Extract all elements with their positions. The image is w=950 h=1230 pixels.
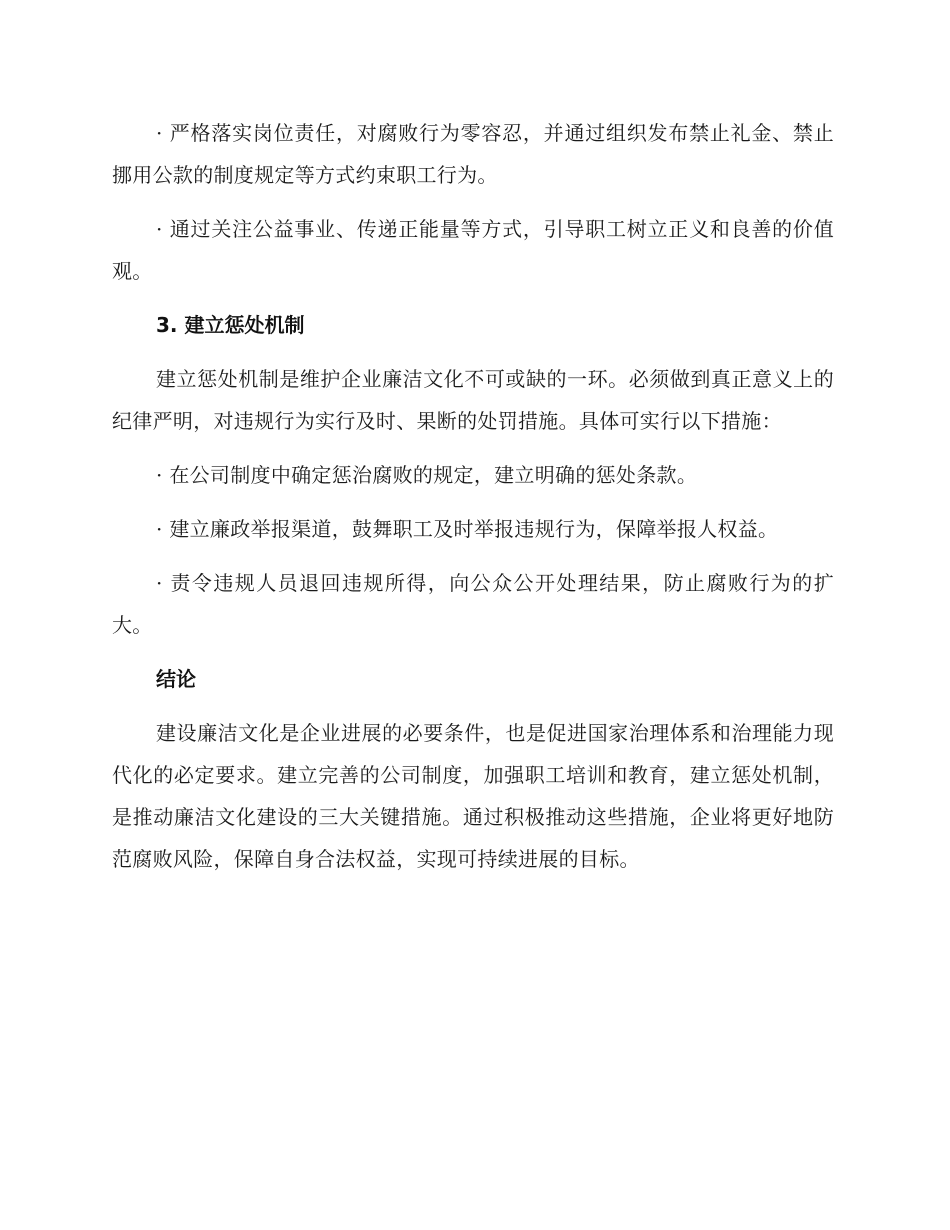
bullet-paragraph: · 责令违规人员退回违规所得，向公众公开处理结果，防止腐败行为的扩大。 [112, 571, 834, 637]
bullet-paragraph: · 通过关注公益事业、传递正能量等方式，引导职工树立正义和良善的价值观。 [112, 217, 834, 283]
bullet-paragraph: · 严格落实岗位责任，对腐败行为零容忍，并通过组织发布禁止礼金、禁止挪用公款的制度规定等方式约束职工行为。 [112, 121, 834, 187]
conclusion-heading: 结论 [156, 667, 196, 691]
conclusion-paragraph: 建设廉洁文化是企业进展的必要条件，也是促进国家治理体系和治理能力现代化的必定要求。建立完善的公司制度，加强职工培训和教育，建立惩处机制，是推动廉洁文化建设的三大关键措施。通过积极推动这些措施，企业将更好地防范腐败风险，保障自身合法权益，实现可持续进展的目标。 [112, 721, 834, 871]
bullet-paragraph: · 建立廉政举报渠道，鼓舞职工及时举报违规行为，保障举报人权益。 [156, 517, 779, 541]
document-body [112, 112, 834, 892]
bullet-paragraph: · 在公司制度中确定惩治腐败的规定，建立明确的惩处条款。 [156, 463, 698, 487]
section-heading: 3. 建立惩处机制 [156, 313, 305, 337]
body-paragraph: 建立惩处机制是维护企业廉洁文化不可或缺的一环。必须做到真正意义上的纪律严明，对违规行为实行及时、果断的处罚措施。具体可实行以下措施： [112, 367, 834, 433]
